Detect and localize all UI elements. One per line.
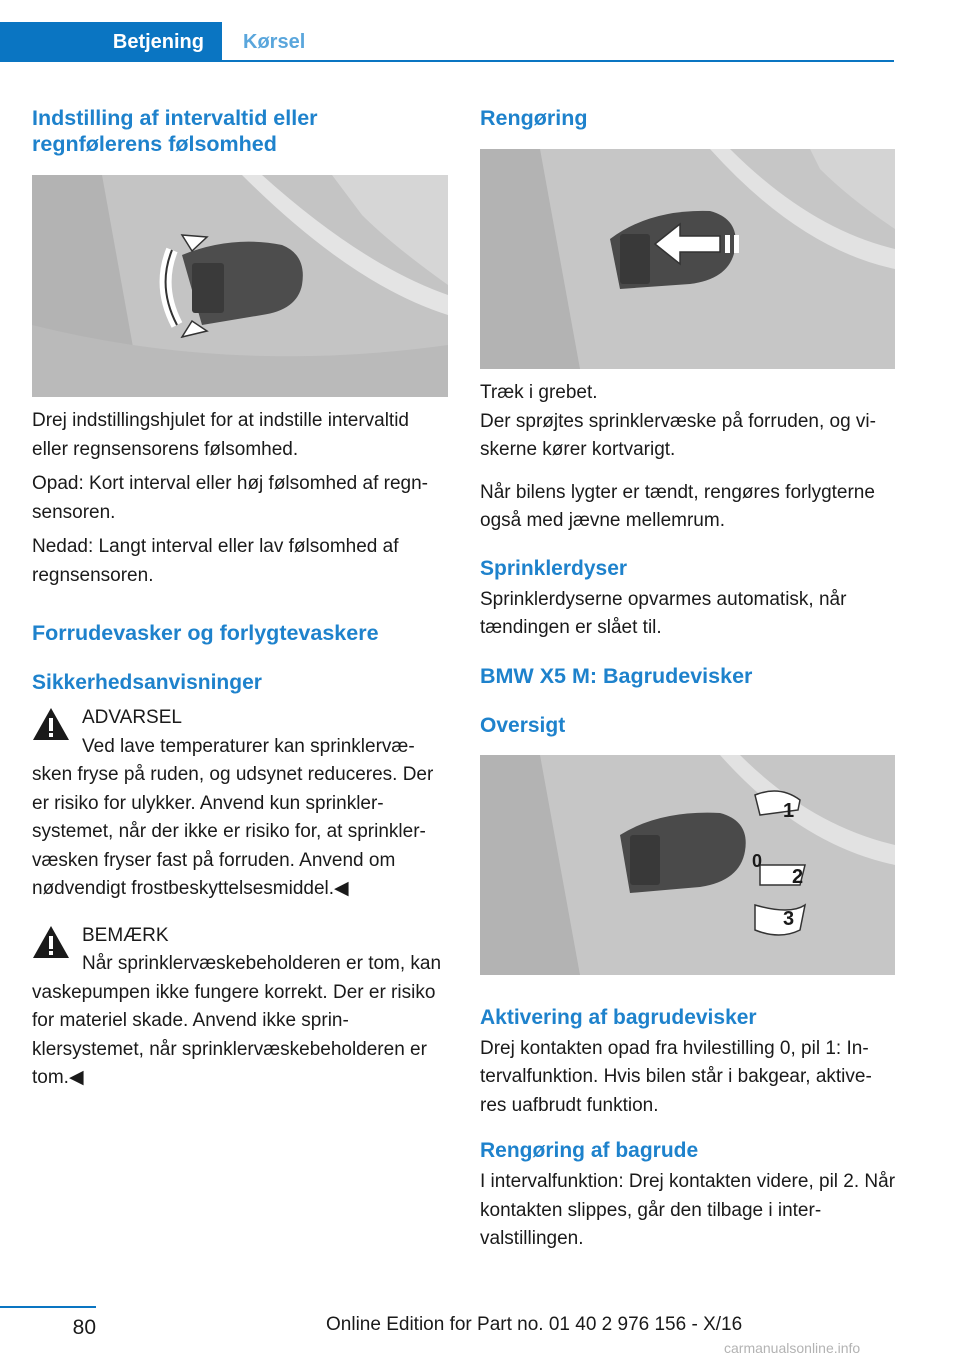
heading-nozzles: Sprinklerdyser bbox=[480, 556, 628, 580]
figure-label-3: 3 bbox=[783, 907, 795, 930]
warning-block-1 bbox=[32, 704, 448, 904]
figure-label-1: 1 bbox=[783, 799, 795, 822]
para-headlights: Når bilens lygter er tændt, rengøres forlygterne også med jævne mellemrum. bbox=[480, 481, 875, 531]
warning-triangle-icon bbox=[32, 706, 70, 742]
figure-pull-lever bbox=[480, 149, 895, 369]
heading-overview: Oversigt bbox=[480, 713, 566, 737]
para-rear-cleaning: I intervalfunktion: Drej kontakten videre, pil 2. Når kontakten slippes, går den tilbage i inter-valstillingen. bbox=[480, 1171, 896, 1249]
warning-2-text: Når sprinklervæskebeholderen er tom, kan vaskepumpen ikke fungere korrekt. Der er risiko for materiel skade. Anvend ikke sprin-klersystemet, når sprinklervæskebeholderen er tom.◀ bbox=[32, 953, 442, 1088]
heading-interval-setting: Indstilling af intervaltid eller regnfølerens følsomhed bbox=[32, 106, 318, 156]
para-down: Nedad: Langt interval eller lav følsomhed af regnsensoren. bbox=[32, 536, 399, 586]
warning-1-text: Ved lave temperaturer kan sprinklervæ-sken fryse på ruden, og udsynet reduceres. Der er risiko for ulykker. Anvend kun sprinkler-systemet, når der ikke er risiko for, at sprinkler-væsken fryser fast på forruden. Anvend om nødvendigt frostbeskyttelsesmiddel.◀ bbox=[32, 735, 434, 899]
para-up: Opad: Kort interval eller høj følsomhed af regn-sensoren. bbox=[32, 473, 429, 523]
warning-block-2 bbox=[32, 922, 448, 1093]
watermark: carmanualsonline.info bbox=[724, 1340, 861, 1356]
para-activate: Drej kontakten opad fra hvilestilling 0, pil 1: In-tervalfunktion. Hvis bilen står i bakgear, aktive-res uafbrudt funktion. bbox=[480, 1037, 872, 1116]
figure-rear-wiper-positions bbox=[480, 755, 895, 975]
heading-rear-cleaning: Rengøring af bagrude bbox=[480, 1139, 699, 1162]
figure-label-0: 0 bbox=[752, 850, 763, 871]
header-rule bbox=[222, 60, 894, 62]
heading-safety: Sikkerhedsanvisninger bbox=[32, 671, 262, 694]
warning-2-title: BEMÆRK bbox=[82, 924, 169, 946]
para-pull-lever: Træk i grebet. bbox=[480, 382, 598, 403]
heading-rear-wiper: BMW X5 M: Bagrudevisker bbox=[480, 663, 753, 688]
warning-1-title: ADVARSEL bbox=[82, 707, 182, 728]
footer-rule bbox=[0, 1306, 96, 1308]
heading-washers: Forrudevasker og forlygtevaskere bbox=[32, 621, 379, 645]
header-tabs bbox=[0, 0, 894, 62]
tab-korsel[interactable]: Kørsel bbox=[243, 30, 306, 53]
figure-label-2: 2 bbox=[792, 865, 804, 888]
heading-cleaning: Rengøring bbox=[480, 106, 588, 130]
para-nozzles: Sprinklerdyserne opvarmes automatisk, når tændingen er slået til. bbox=[480, 588, 847, 638]
figure-interval-wheel bbox=[32, 175, 448, 397]
page-number: 80 bbox=[72, 1316, 96, 1339]
heading-activate-rear-wiper: Aktivering af bagrudevisker bbox=[480, 1005, 757, 1029]
tab-betjening[interactable]: Betjening bbox=[0, 22, 222, 62]
para-turn-wheel: Drej indstillingshjulet for at indstille intervaltid eller regnsensorens følsomhed. bbox=[32, 410, 410, 460]
para-spray: Der sprøjtes sprinklervæske på forruden, og vi-skerne kører kortvarigt. bbox=[480, 410, 876, 460]
edition-note: Online Edition for Part no. 01 40 2 976 156 - X/16 bbox=[326, 1314, 743, 1335]
left-column bbox=[32, 100, 448, 1093]
right-column bbox=[480, 100, 896, 1254]
warning-triangle-icon bbox=[32, 924, 70, 960]
